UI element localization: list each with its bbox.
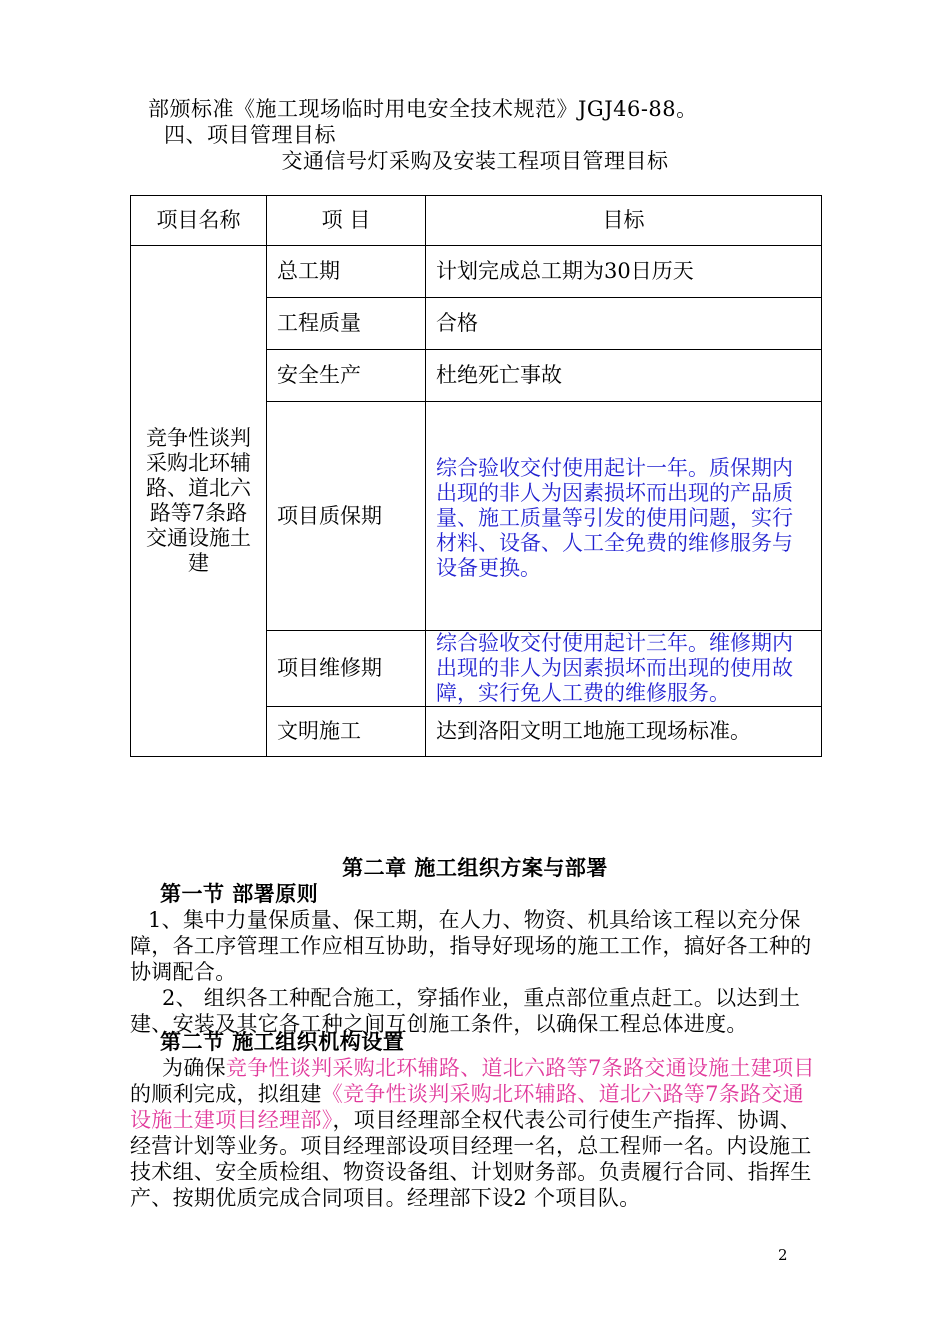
department-name-highlight: 《竞争性谈判采购北环辅路、道北六路等7条路交通设施土建项目经理部》 [130,1082,804,1132]
para-text: ，项目经理部全权代表公司行使生产指挥、协调、经营计划等业务。项目经理部设项目经理一名，总工程师一名。内设施工技术组、安全质检组、物资设备组、计划财务部。负责履行合同、指挥生产、按期优质完成合同项目。经理部下设2 个项目队。 [130,1108,812,1210]
target-cell: 合格 [426,298,822,350]
item-cell: 工程质量 [267,298,426,350]
section-heading: 四、项目管理目标 [164,123,336,147]
item-cell: 文明施工 [267,707,426,757]
header-item: 项 目 [267,196,426,246]
section1-paragraph-1: 1、集中力量保质量、保工期，在人力、物资、机具给该工程以充分保障，各工序管理工作应相互协助，指导好现场的施工工作，搞好各工种的协调配合。 [130,908,812,984]
table-title: 交通信号灯采购及安装工程项目管理目标 [281,149,669,173]
target-cell: 达到洛阳文明工地施工现场标准。 [426,707,822,757]
goals-table [130,195,822,757]
item-cell: 安全生产 [267,350,426,402]
para-text: 为确保 [162,1056,226,1080]
item-cell: 项目维修期 [267,631,426,707]
target-cell: 综合验收交付使用起计三年。维修期内出现的非人为因素损坏而出现的使用故障，实行免人工费的维修服务。 [426,631,822,707]
section2-title: 第二节 施工组织机构设置 [160,1029,405,1054]
header-target: 目标 [426,196,822,246]
section1-title: 第一节 部署原则 [160,881,319,906]
table-row [131,246,822,298]
project-name-cell: 竞争性谈判采购北环辅路、道北六路等7条路交通设施土建 [131,246,267,757]
table-header-row [131,196,822,246]
target-cell: 综合验收交付使用起计一年。质保期内出现的非人为因素损坏而出现的产品质量、施工质量等引发的使用问题，实行材料、设备、人工全免费的维修服务与设备更换。 [426,402,822,631]
section1-paragraph-2: 2、 组织各工种配合施工，穿插作业，重点部位重点赶工。以达到土建、安装及其它各工种之间互创施工条件，以确保工程总体进度。 [130,986,801,1036]
item-cell: 项目质保期 [267,402,426,631]
target-cell: 杜绝死亡事故 [426,350,822,402]
page-number: 2 [778,1246,788,1264]
chapter-title: 第二章 施工组织方案与部署 [342,855,608,880]
item-cell: 总工期 [267,246,426,298]
section2-paragraph [130,1055,820,1211]
header-project-name: 项目名称 [131,196,267,246]
para-text: 的顺利完成，拟组建 [130,1082,322,1106]
project-name-highlight: 竞争性谈判采购北环辅路、道北六路等7条路交通设施土建项目 [225,1056,815,1080]
target-cell: 计划完成总工期为30日历天 [426,246,822,298]
intro-line: 部颁标准《施工现场临时用电安全技术规范》JGJ46-88。 [148,97,698,121]
